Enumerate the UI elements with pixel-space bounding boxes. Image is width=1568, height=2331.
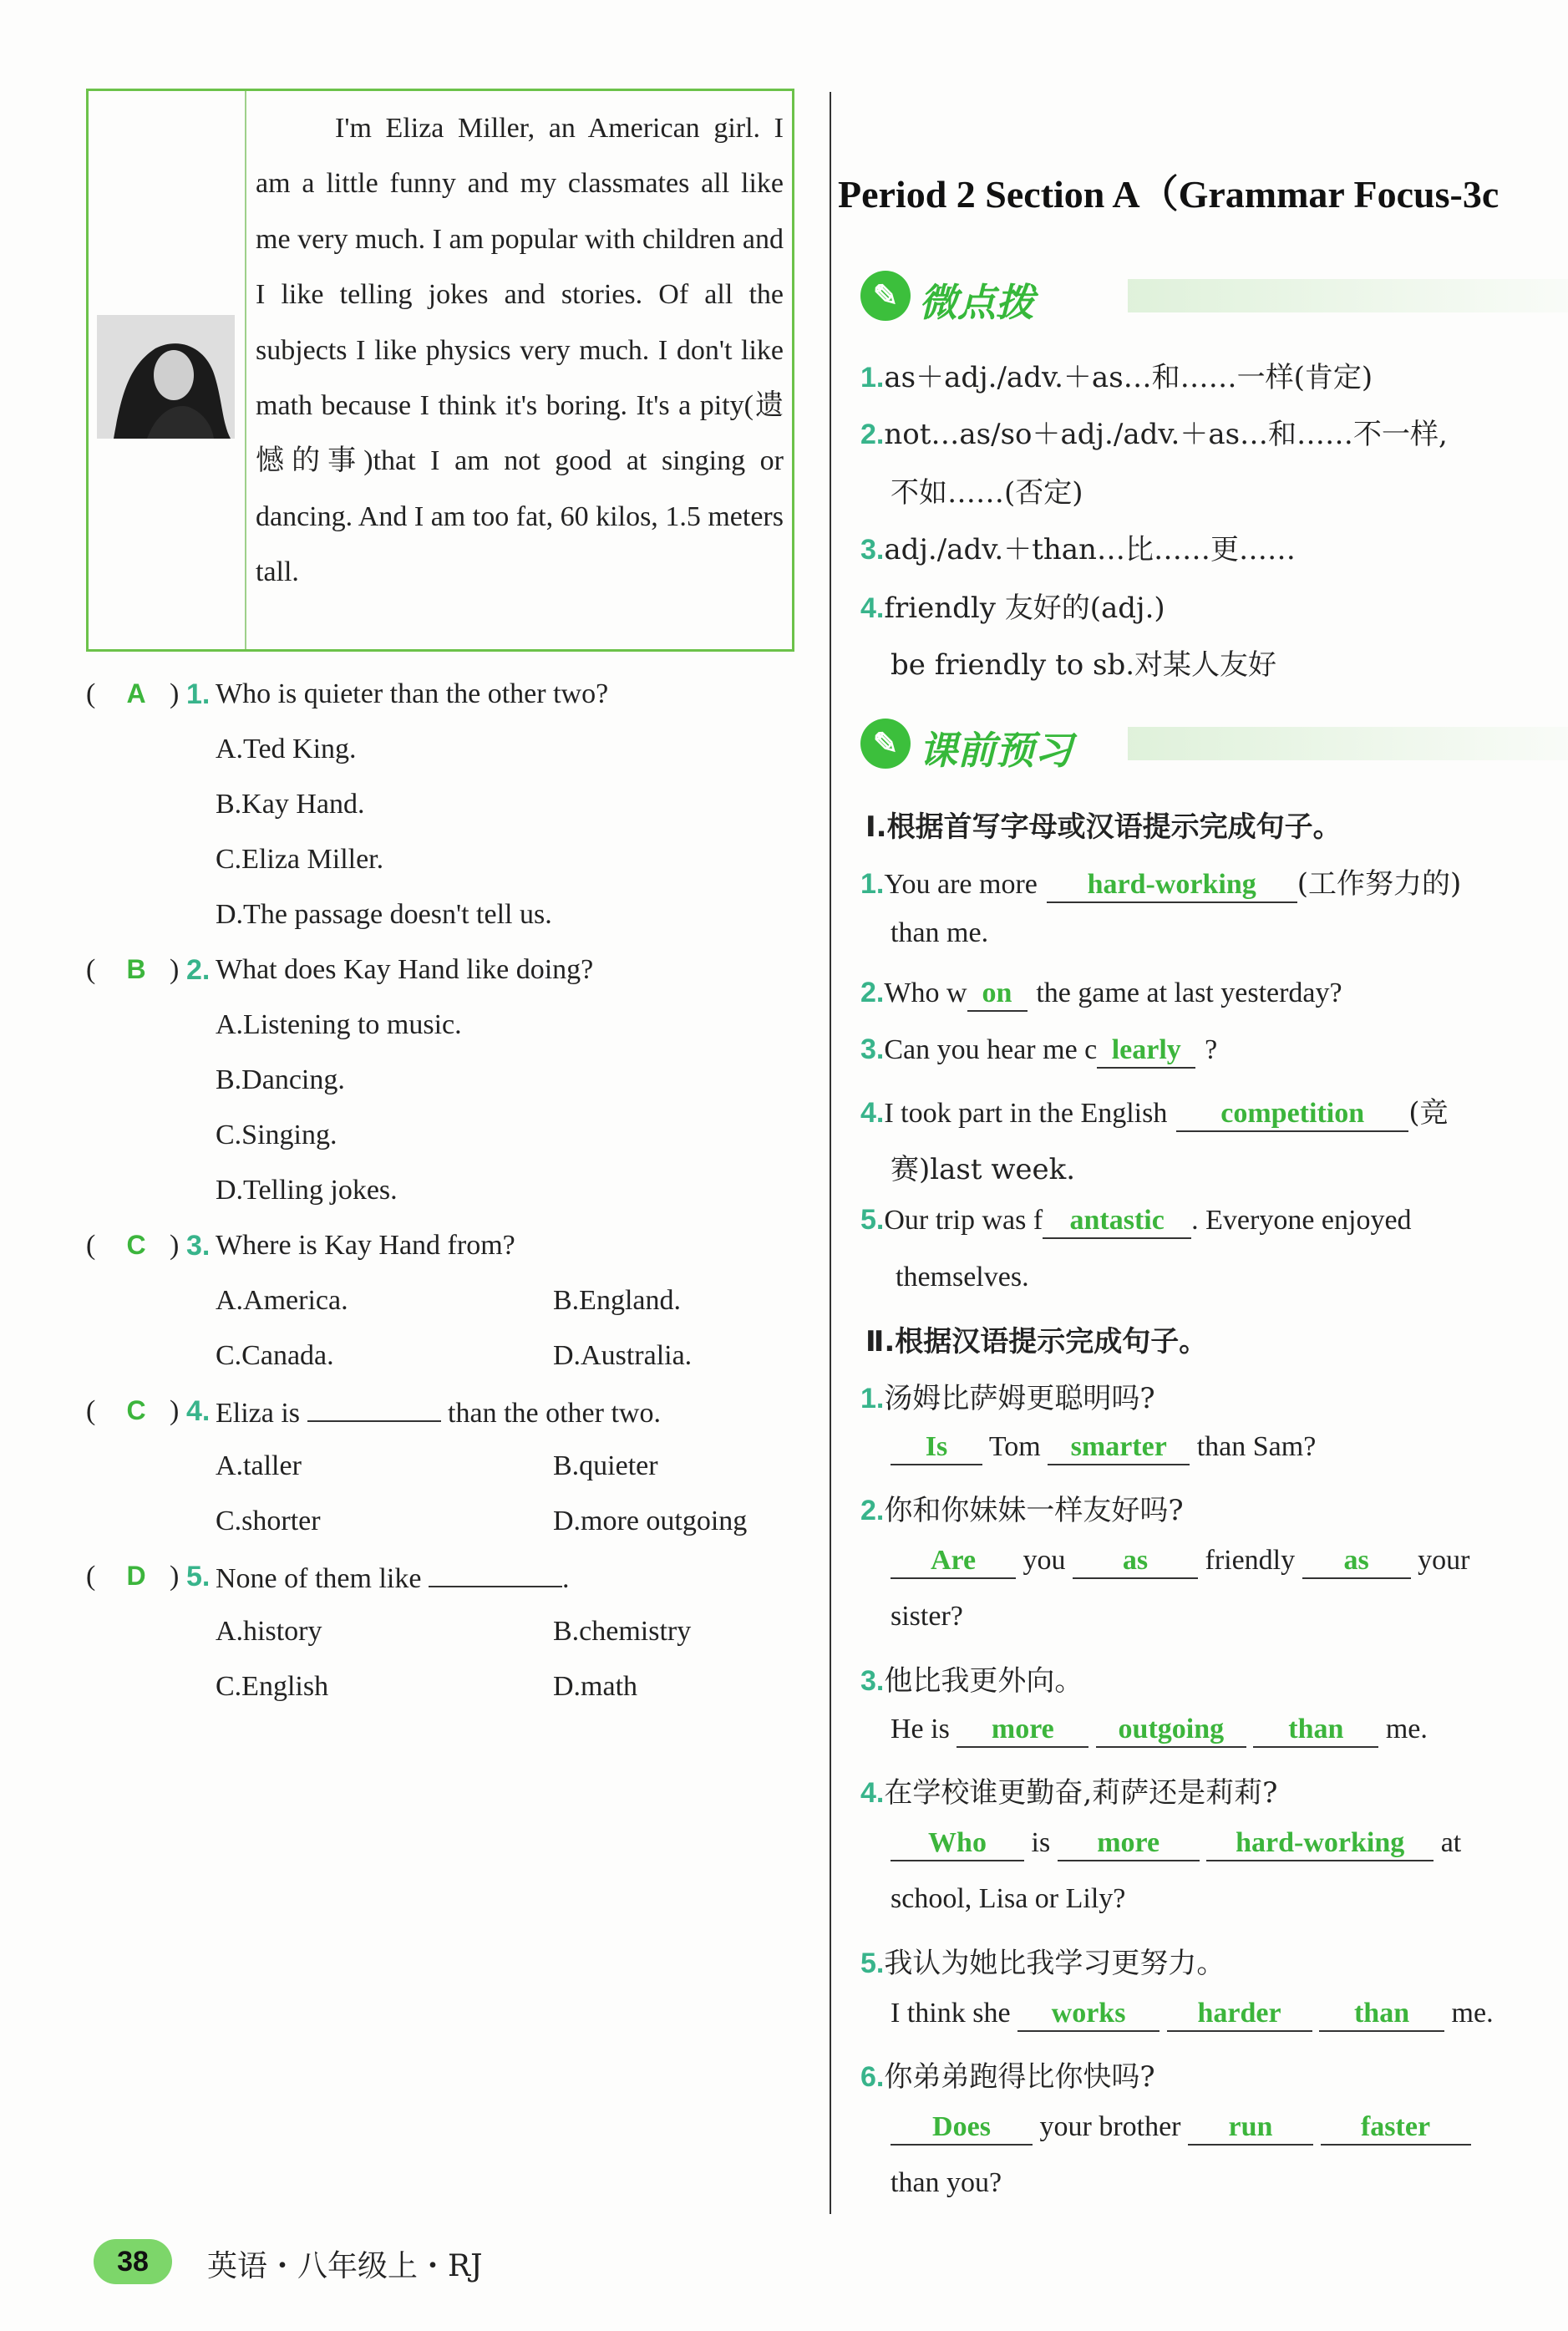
answer-fill: than	[1253, 1713, 1378, 1748]
answer-fill: on	[967, 977, 1028, 1012]
open-paren: (	[86, 1561, 96, 1592]
part2-item-2-cont: sister?	[891, 1601, 963, 1632]
passage-text: I'm Eliza Miller, an American girl. I am a little funny and my classmates all like me very much. I am popular with children and I like telling jokes and stories. Of all the subjects I like physics very much. I don't like math because I think it's boring. It's a pity(遗憾的事)that I am not good at singing or dancing. And I am too fat, 60 kilos, 1.5 meters tall.	[256, 113, 784, 588]
stem-before: None of them like	[216, 1563, 422, 1594]
item-text: me.	[1451, 1998, 1494, 2029]
portrait-photo	[97, 315, 235, 439]
part2-item-2	[860, 1487, 1184, 1528]
item-text: at	[1440, 1827, 1462, 1858]
part2-item-2-answer	[891, 1544, 1469, 1579]
stem-before: Eliza is	[216, 1398, 301, 1429]
option: C.Eliza Miller.	[216, 844, 384, 875]
tip-4	[860, 585, 1165, 626]
option: B.England.	[553, 1285, 681, 1316]
item-text: I took part in the English	[884, 1098, 1168, 1129]
answer-fill: more	[957, 1713, 1088, 1748]
item-number: 1.	[860, 868, 885, 900]
answer-2: B	[126, 954, 146, 984]
option: B.Dancing.	[216, 1064, 345, 1095]
answer-fill: antastic	[1043, 1204, 1191, 1239]
item-number: 5.	[860, 1948, 885, 1979]
part1-title: Ⅰ.根据首写字母或汉语提示完成句子。	[865, 810, 1342, 844]
answer-3: C	[126, 1230, 146, 1260]
tip-number: 2.	[860, 419, 885, 450]
item-number: 3.	[860, 1033, 885, 1065]
part1-item-4	[860, 1089, 1448, 1132]
part1-item-5	[860, 1203, 1412, 1239]
tip-text: adj./adv.＋than…比……更……	[884, 533, 1296, 566]
tip-2-cont: 不如……(否定)	[891, 476, 1083, 510]
part2-title: Ⅱ.根据汉语提示完成句子。	[865, 1325, 1208, 1358]
option: B.Kay Hand.	[216, 789, 365, 820]
item-text: the game at last yesterday?	[1036, 978, 1342, 1008]
question-stem: Where is Kay Hand from?	[216, 1230, 515, 1261]
question-stem: Who is quieter than the other two?	[216, 678, 609, 709]
answer-fill: smarter	[1048, 1430, 1190, 1465]
stem-after: than the other two.	[448, 1398, 661, 1429]
close-paren: )	[170, 1230, 180, 1261]
open-paren: (	[86, 1230, 96, 1261]
part1-item-2	[860, 976, 1342, 1012]
part2-item-1	[860, 1375, 1155, 1416]
part2-item-6-cont: than you?	[891, 2167, 1002, 2198]
item-number: 4.	[860, 1097, 885, 1129]
item-text: is	[1031, 1827, 1051, 1858]
answer-4: C	[126, 1395, 146, 1425]
option: C.Singing.	[216, 1120, 337, 1150]
open-paren: (	[86, 678, 96, 709]
item-text: ?	[1205, 1034, 1218, 1065]
option: B.quieter	[553, 1450, 658, 1481]
item-chinese: 你和你妹妹一样友好吗?	[884, 1494, 1184, 1527]
tip-3	[860, 526, 1296, 567]
answer-fill: harder	[1167, 1997, 1312, 2032]
answer-fill: learly	[1097, 1033, 1195, 1069]
tip-text: not…as/so＋adj./adv.＋as…和……不一样,	[884, 418, 1448, 451]
answer-fill: Is	[891, 1430, 982, 1465]
tip-number: 1.	[860, 362, 885, 394]
pencil-icon: ✎	[860, 719, 911, 769]
part1-item-4-cont: 赛)last week.	[891, 1153, 1076, 1186]
option: A.taller	[216, 1450, 302, 1481]
item-text: friendly	[1205, 1545, 1296, 1576]
close-paren: )	[170, 1561, 180, 1592]
answer-5: D	[126, 1561, 146, 1591]
answer-fill: run	[1188, 2110, 1313, 2146]
page-number: 38	[94, 2239, 172, 2284]
question-number: 4.	[186, 1395, 211, 1427]
part2-item-5-answer	[891, 1997, 1494, 2032]
answer-fill: hard-working	[1206, 1826, 1434, 1861]
open-paren: (	[86, 1395, 96, 1426]
option: C.English	[216, 1671, 329, 1702]
part2-item-4-answer	[891, 1826, 1461, 1861]
option: A.Ted King.	[216, 734, 357, 764]
footer-text: 英语・八年级上・RJ	[207, 2249, 483, 2283]
item-text: Tom	[988, 1431, 1041, 1462]
column-divider	[830, 92, 831, 2214]
item-text: Can you hear me c	[884, 1034, 1098, 1065]
option: A.America.	[216, 1285, 348, 1316]
part1-item-1-cont: than me.	[891, 917, 989, 948]
item-number: 1.	[860, 1383, 885, 1414]
tip-number: 4.	[860, 592, 885, 624]
close-paren: )	[170, 678, 180, 709]
item-text: me.	[1385, 1714, 1428, 1744]
item-text: I think she	[891, 1998, 1011, 2029]
item-number: 3.	[860, 1665, 885, 1697]
option: C.Canada.	[216, 1340, 334, 1371]
item-number: 5.	[860, 1204, 885, 1236]
part1-item-3	[860, 1033, 1217, 1069]
item-text: . Everyone enjoyed	[1191, 1205, 1412, 1236]
item-hint: (竞	[1408, 1096, 1449, 1130]
question-number: 1.	[186, 678, 211, 710]
option: A.Listening to music.	[216, 1009, 462, 1040]
tip-2	[860, 411, 1448, 452]
item-text: you	[1022, 1545, 1066, 1576]
part2-item-4-cont: school, Lisa or Lily?	[891, 1883, 1126, 1914]
part2-item-3	[860, 1658, 1083, 1699]
tip-text: friendly 友好的(adj.)	[884, 592, 1165, 625]
answer-fill: as	[1302, 1544, 1411, 1579]
part2-item-4	[860, 1770, 1277, 1810]
answer-fill: competition	[1176, 1097, 1408, 1132]
item-text: your brother	[1039, 2111, 1181, 2142]
item-text: You are more	[884, 869, 1038, 900]
stem-after: .	[561, 1563, 570, 1594]
answer-1: A	[126, 678, 146, 708]
option: A.history	[216, 1616, 322, 1647]
item-hint: (工作努力的)	[1297, 867, 1462, 901]
answer-fill: Are	[891, 1544, 1016, 1579]
item-text: Our trip was f	[884, 1205, 1043, 1236]
answer-fill: faster	[1321, 2110, 1471, 2146]
option: D.Telling jokes.	[216, 1175, 398, 1206]
option: D.Australia.	[553, 1340, 693, 1371]
item-chinese: 他比我更外向。	[884, 1664, 1083, 1698]
heading-decoration	[1128, 279, 1568, 312]
option: B.chemistry	[553, 1616, 692, 1647]
passage-box	[86, 89, 794, 652]
tip-1	[860, 354, 1373, 395]
question-number: 3.	[186, 1230, 211, 1262]
item-number: 2.	[860, 1495, 885, 1526]
option: D.more outgoing	[553, 1506, 748, 1536]
tip-4-cont: be friendly to sb.对某人友好	[891, 648, 1277, 682]
part2-item-6	[860, 2054, 1155, 2095]
preview-heading-text: 课前预习	[919, 728, 1073, 773]
question-number: 5.	[186, 1561, 211, 1592]
period-title: Period 2 Section A（Grammar Focus-3c	[838, 173, 1499, 216]
passage-inner-divider	[245, 91, 246, 649]
item-text: than Sam?	[1196, 1431, 1317, 1462]
pencil-icon: ✎	[860, 271, 911, 321]
tip-number: 3.	[860, 534, 885, 566]
question-stem	[216, 1395, 661, 1430]
question-stem	[216, 1561, 569, 1595]
close-paren: )	[170, 1395, 180, 1426]
item-chinese: 你弟弟跑得比你快吗?	[884, 2060, 1155, 2094]
answer-fill: than	[1319, 1997, 1444, 2032]
answer-fill: works	[1017, 1997, 1160, 2032]
answer-fill: hard-working	[1047, 868, 1297, 903]
part2-item-6-answer	[891, 2110, 1471, 2146]
answer-fill: Does	[891, 2110, 1033, 2146]
answer-blank	[307, 1395, 441, 1422]
open-paren: (	[86, 954, 96, 985]
close-paren: )	[170, 954, 180, 985]
part2-item-3-answer	[891, 1713, 1428, 1748]
tip-text: as＋adj./adv.＋as…和……一样(肯定)	[884, 361, 1373, 394]
option: D.math	[553, 1671, 638, 1702]
item-number: 6.	[860, 2061, 885, 2093]
question-number: 2.	[186, 954, 211, 986]
answer-fill: outgoing	[1096, 1713, 1246, 1748]
part2-item-5	[860, 1940, 1225, 1981]
part2-item-1-answer	[891, 1430, 1316, 1465]
answer-fill: as	[1073, 1544, 1198, 1579]
item-text: your	[1418, 1545, 1470, 1576]
tips-heading-text: 微点拨	[919, 280, 1034, 325]
option: C.shorter	[216, 1506, 321, 1536]
answer-blank	[429, 1561, 562, 1587]
item-text: Who w	[884, 978, 967, 1008]
item-number: 4.	[860, 1777, 885, 1809]
answer-fill: Who	[891, 1826, 1024, 1861]
item-chinese: 我认为她比我学习更努力。	[884, 1947, 1225, 1980]
part1-item-5-cont: themselves.	[896, 1262, 1029, 1292]
heading-decoration	[1128, 727, 1568, 760]
item-text: He is	[891, 1714, 950, 1744]
option: D.The passage doesn't tell us.	[216, 899, 552, 930]
part1-item-1	[860, 861, 1461, 903]
portrait-image-icon	[97, 315, 235, 439]
item-chinese: 在学校谁更勤奋,莉萨还是莉莉?	[884, 1776, 1278, 1810]
item-chinese: 汤姆比萨姆更聪明吗?	[884, 1382, 1155, 1415]
answer-fill: more	[1058, 1826, 1200, 1861]
question-stem: What does Kay Hand like doing?	[216, 954, 594, 985]
item-number: 2.	[860, 977, 885, 1008]
